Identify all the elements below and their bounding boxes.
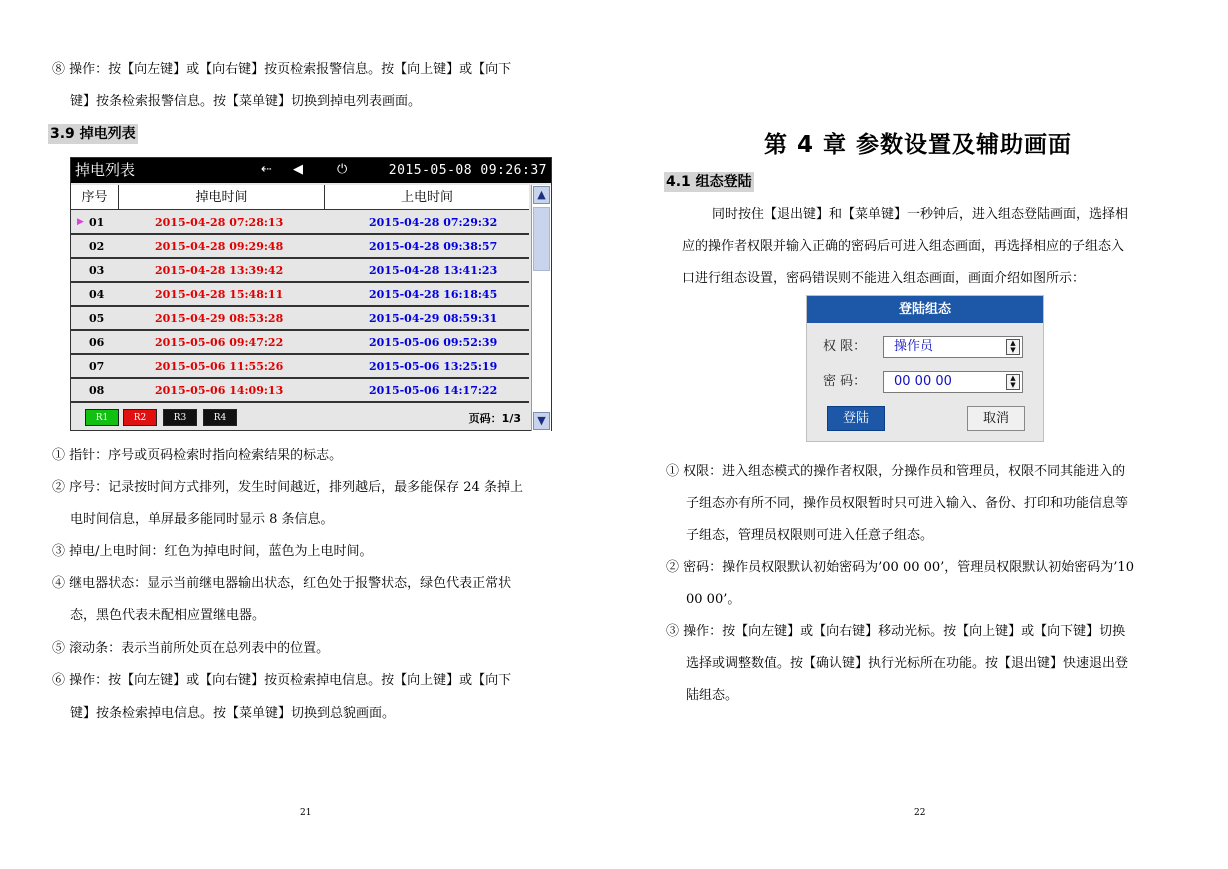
row-off-time: 2015-04-28 09:29:48: [155, 240, 284, 253]
pointer-icon: ▶: [77, 217, 84, 227]
scroll-thumb[interactable]: [533, 207, 550, 271]
section-heading-4-1: 4.1 组态登陆: [666, 174, 752, 190]
item-permission-1: ① 权限：进入组态模式的操作者权限，分操作员和管理员，权限不同其能进入的: [666, 464, 1126, 479]
item-permission-3: 子组态，管理员权限则可进入任意子组态。: [686, 528, 934, 543]
row-no: 01: [89, 216, 105, 229]
item-operation-2: 键】按条检索掉电信息。按【菜单键】切换到总貌画面。: [70, 706, 396, 721]
cancel-button[interactable]: 取消: [967, 406, 1025, 431]
permission-select[interactable]: [883, 336, 1023, 358]
device-status-bar: [71, 158, 551, 183]
item-operation-1: ③ 操作：按【向左键】或【向右键】移动光标。按【向上键】或【向下键】切换: [666, 624, 1126, 639]
para-operation-alarm-1: ⑧ 操作：按【向左键】或【向右键】按页检索报警信息。按【向上键】或【向下: [52, 62, 512, 77]
screen-title: 掉电列表: [75, 161, 136, 179]
intro-line-3: 口进行组态设置，密码错误则不能进入组态画面，画面介绍如图所示：: [682, 271, 1086, 286]
item-seq-1: ② 序号：记录按时间方式排列，发生时间越近，排列越后，最多能保存 24 条掉上: [52, 480, 523, 495]
speaker-icon: ◀: [293, 162, 303, 177]
item-pointer: ① 指针：序号或页码检索时指向检索结果的标志。: [52, 448, 343, 463]
item-seq-2: 电时间信息，单屏最多能同时显示 8 条信息。: [70, 512, 334, 527]
row-on-time: 2015-05-06 13:25:19: [369, 360, 498, 373]
para-operation-alarm-2: 键】按条检索报警信息。按【菜单键】切换到掉电列表画面。: [70, 94, 422, 109]
table-row[interactable]: [71, 260, 529, 283]
column-seq: 序号: [71, 185, 119, 210]
scrollbar[interactable]: [531, 185, 551, 431]
row-no: 02: [89, 240, 105, 253]
password-value: 00 00 00: [894, 374, 952, 389]
permission-value: 操作员: [894, 339, 934, 354]
row-off-time: 2015-04-28 13:39:42: [155, 264, 284, 277]
item-relay-2: 态，黑色代表未配相应置继电器。: [70, 608, 266, 623]
relay-r1: R1: [85, 409, 119, 426]
item-password-1: ② 密码：操作员权限默认初始密码为’00 00 00’，管理员权限默认初始密码为’10: [666, 560, 1134, 575]
row-on-time: 2015-05-06 14:17:22: [369, 384, 498, 397]
row-no: 04: [89, 288, 105, 301]
permission-label: 权 限：: [823, 339, 867, 354]
row-off-time: 2015-05-06 11:55:26: [155, 360, 284, 373]
column-power-on: 上电时间: [400, 190, 453, 205]
relay-status-bar: [71, 408, 529, 430]
table-row[interactable]: [71, 380, 529, 403]
password-field[interactable]: [883, 371, 1023, 393]
row-on-time: 2015-04-28 16:18:45: [369, 288, 498, 301]
item-operation-3: 陆组态。: [686, 688, 739, 703]
usb-icon: ⇠: [261, 162, 272, 177]
row-on-time: 2015-04-28 13:41:23: [369, 264, 498, 277]
item-scrollbar: ⑤ 滚动条：表示当前所处页在总列表中的位置。: [52, 641, 330, 656]
column-power-off: 掉电时间: [119, 185, 325, 210]
row-on-time: 2015-04-29 08:59:31: [369, 312, 498, 325]
spinner-icon[interactable]: ▲ ▼: [1006, 374, 1020, 390]
login-dialog-title: 登陆组态: [807, 296, 1043, 323]
table-header: [71, 185, 529, 210]
item-operation-1: ⑥ 操作：按【向左键】或【向右键】按页检索掉电信息。按【向上键】或【向下: [52, 673, 512, 688]
row-on-time: 2015-04-28 09:38:57: [369, 240, 498, 253]
page-number: 21: [300, 808, 312, 818]
table-row[interactable]: [71, 212, 529, 235]
item-relay-1: ④ 继电器状态：显示当前继电器输出状态，红色处于报警状态，绿色代表正常状: [52, 576, 512, 591]
row-off-time: 2015-05-06 14:09:13: [155, 384, 284, 397]
scroll-up-arrow-icon[interactable]: ▲: [533, 186, 550, 204]
page-number: 22: [914, 808, 926, 818]
intro-line-2: 应的操作者权限并输入正确的密码后可进入组态画面，再选择相应的子组态入: [682, 239, 1125, 254]
item-time: ③ 掉电/上电时间：红色为掉电时间，蓝色为上电时间。: [52, 544, 373, 559]
section-heading-3-9: 3.9 掉电列表: [50, 126, 136, 142]
password-label: 密 码：: [823, 374, 867, 389]
chapter-title: 第 4 章 参数设置及辅助画面: [764, 132, 1073, 158]
relay-r3: R3: [163, 409, 197, 426]
power-icon: ⏻: [337, 162, 348, 177]
table-row[interactable]: [71, 356, 529, 379]
power-failure-list-screen: [70, 157, 552, 431]
row-off-time: 2015-04-28 15:48:11: [155, 288, 284, 301]
table-row[interactable]: [71, 284, 529, 307]
relay-r4: R4: [203, 409, 237, 426]
item-password-2: 00 00’。: [686, 592, 741, 607]
relay-r2: R2: [123, 409, 157, 426]
row-off-time: 2015-04-29 08:53:28: [155, 312, 284, 325]
row-on-time: 2015-04-28 07:29:32: [369, 216, 498, 229]
row-no: 08: [89, 384, 105, 397]
item-operation-2: 选择或调整数值。按【确认键】执行光标所在功能。按【退出键】快速退出登: [686, 656, 1129, 671]
login-button[interactable]: 登陆: [827, 406, 885, 431]
row-no: 05: [89, 312, 105, 325]
row-no: 07: [89, 360, 105, 373]
row-no: 06: [89, 336, 105, 349]
login-dialog: [806, 295, 1044, 442]
table-row[interactable]: [71, 236, 529, 259]
row-on-time: 2015-05-06 09:52:39: [369, 336, 498, 349]
page-code: 页码：1/3: [468, 412, 521, 425]
spinner-icon[interactable]: ▲ ▼: [1006, 339, 1020, 355]
row-off-time: 2015-05-06 09:47:22: [155, 336, 284, 349]
table-row[interactable]: [71, 308, 529, 331]
scroll-down-arrow-icon[interactable]: ▼: [533, 412, 550, 430]
row-off-time: 2015-04-28 07:28:13: [155, 216, 284, 229]
table-row[interactable]: [71, 332, 529, 355]
device-clock: 2015-05-08 09:26:37: [388, 163, 547, 178]
intro-line-1: 同时按住【退出键】和【菜单键】一秒钟后，进入组态登陆画面，选择相: [712, 207, 1129, 222]
item-permission-2: 子组态亦有所不同，操作员权限暂时只可进入输入、备份、打印和功能信息等: [686, 496, 1129, 511]
row-no: 03: [89, 264, 105, 277]
